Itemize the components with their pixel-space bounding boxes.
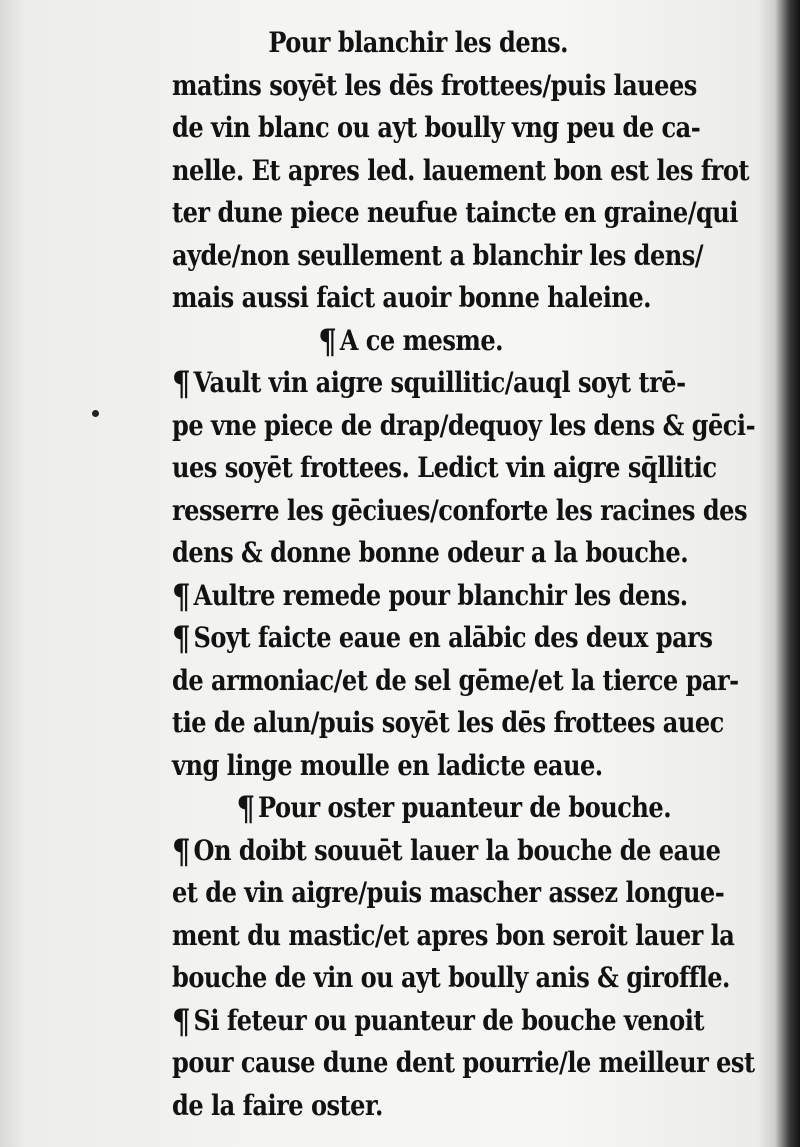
line-text: Soyt faicte eaue en alābic des deux pars bbox=[193, 621, 713, 654]
line-text: pe vne piece de drap/dequoy les dens & gēci- bbox=[172, 408, 756, 442]
text-line bbox=[172, 277, 688, 320]
page-title bbox=[172, 22, 688, 65]
text-line bbox=[172, 660, 739, 703]
text-line bbox=[172, 1042, 755, 1085]
text-line bbox=[172, 235, 704, 278]
paragraph-start-line bbox=[172, 1000, 704, 1043]
line-text: resserre les gēciues/conforte les racines des bbox=[172, 493, 748, 527]
line-text: ment du mastic/et apres bon seroit lauer la bbox=[172, 918, 735, 952]
text-line bbox=[172, 957, 730, 1000]
line-text: tie de alun/puis soyēt les dēs frottees auec bbox=[172, 706, 724, 739]
line-text: ues soyēt frottees. Ledict vin aigre sq̄llitic bbox=[172, 451, 717, 484]
line-text: de armoniac/et de sel gēme/et la tierce par- bbox=[172, 663, 739, 697]
section-heading bbox=[172, 787, 688, 830]
text-line bbox=[172, 1085, 688, 1128]
text-line bbox=[172, 150, 750, 193]
line-text: mais aussi faict auoir bonne haleine. bbox=[172, 281, 652, 314]
pilcrow-mark: ¶ bbox=[172, 576, 191, 617]
line-text: vng linge moulle en ladicte eaue. bbox=[172, 748, 603, 782]
paragraph-start-line bbox=[172, 617, 713, 660]
text-line bbox=[172, 745, 688, 788]
ink-speck bbox=[92, 410, 99, 417]
line-text: et de vin aigre/puis mascher assez longue- bbox=[172, 876, 725, 909]
line-text: On doibt souuēt lauer la bouche de eaue bbox=[193, 833, 721, 867]
pilcrow-mark: ¶ bbox=[172, 831, 191, 872]
text-line bbox=[172, 65, 697, 108]
text-line bbox=[172, 490, 748, 533]
paragraph-start-line bbox=[172, 830, 721, 873]
paragraph-start-line bbox=[172, 575, 688, 618]
text-line bbox=[172, 192, 738, 235]
page-text-block bbox=[172, 22, 772, 1127]
line-text: Si feteur ou puanteur de bouche venoit bbox=[193, 1003, 704, 1037]
section-heading bbox=[172, 320, 688, 363]
line-text: Vault vin aigre squillitic/auql soyt trē- bbox=[193, 366, 686, 399]
paragraph-start-line bbox=[172, 362, 688, 405]
line-text: de la faire oster. bbox=[172, 1088, 383, 1122]
line-text: ayde/non seullement a blanchir les dens/ bbox=[172, 238, 704, 272]
text-lines bbox=[172, 65, 772, 1128]
pilcrow-mark: ¶ bbox=[172, 1001, 191, 1042]
text-line bbox=[172, 872, 725, 915]
line-text: de vin blanc ou ayt boully vng peu de ca- bbox=[172, 111, 701, 144]
line-text: bouche de vin ou ayt boully anis & giroffle. bbox=[172, 961, 730, 994]
text-line bbox=[172, 532, 688, 575]
line-text: matins soyēt les dēs frottees/puis lauees bbox=[172, 68, 697, 102]
page-left-edge-shading bbox=[0, 0, 26, 1147]
text-line bbox=[172, 447, 717, 490]
line-text: ter dune piece neufue taincte en graine/qui bbox=[172, 196, 738, 229]
line-text: pour cause dune dent pourrie/le meilleur est bbox=[172, 1046, 755, 1079]
text-line bbox=[172, 405, 756, 448]
line-text: A ce mesme. bbox=[339, 323, 504, 357]
line-text: Pour oster puanteur de bouche. bbox=[258, 791, 672, 824]
text-line bbox=[172, 915, 735, 958]
pilcrow-mark: ¶ bbox=[172, 619, 191, 659]
line-text: nelle. Et apres led. lauement bon est les frot bbox=[172, 153, 750, 187]
line-text: dens & donne bonne odeur a la bouche. bbox=[172, 536, 689, 569]
pilcrow-mark: ¶ bbox=[236, 789, 255, 829]
text-line bbox=[172, 702, 724, 745]
pilcrow-mark: ¶ bbox=[318, 321, 337, 362]
page-title-text: Pour blanchir les dens. bbox=[268, 26, 569, 59]
text-line bbox=[172, 107, 701, 150]
line-text: Aultre remede pour blanchir les dens. bbox=[193, 578, 688, 612]
pilcrow-mark: ¶ bbox=[172, 364, 191, 404]
